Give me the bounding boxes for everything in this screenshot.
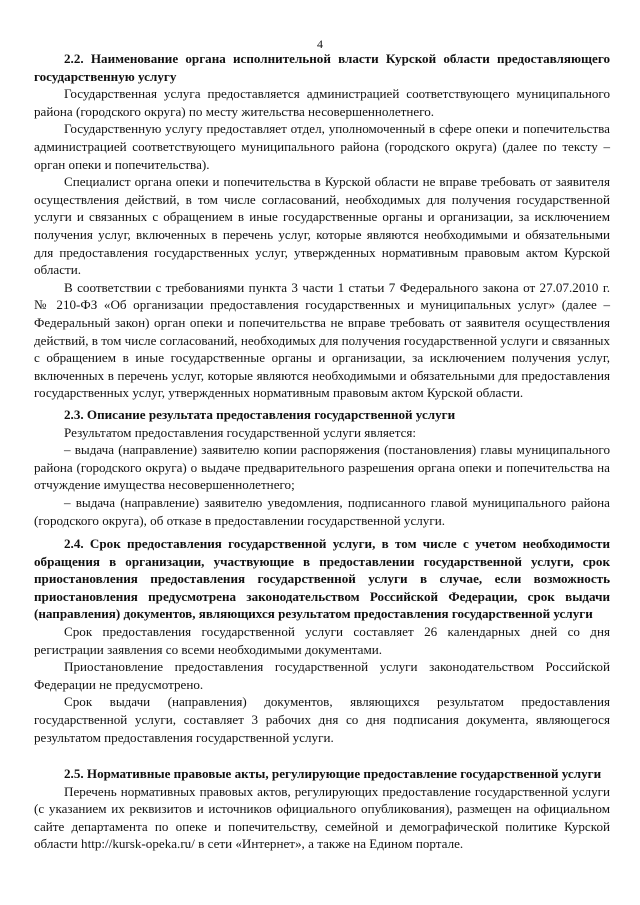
paragraph: В соответствии с требованиями пункта 3 части 1 статьи 7 Федерального закона от 27.07.2010 г. № 210-ФЗ «Об организации предоставления государственных и муниципальных услуг» (далее – Федеральный закон) орган опеки и попечительства не вправе требовать от заявителя осуществления действий, в том числе согласований, необходимых для получения государственной услуги и связанных с обращением в иные государственные органы и организации, за исключением получения услуг, включенных в перечень услуг, которые являются необходимыми и обязательными для предоставления государственных услуг, утвержденных нормативным правовым актом Курской области. [34,279,610,401]
paragraph: Срок предоставления государственной услуги составляет 26 календарных дней со дня регистрации заявления со всеми необходимыми документами. [34,623,610,657]
section-heading: 2.4. Срок предоставления государственной услуги, в том числе с учетом необходимости обращения в организации, участвующие в предоставлении государственной услуги, срок приостановления предоставления государственной услуги в случае, если возможность приостановления предусмотрена законодательством Российской Федерации, срок выдачи (направления) документов, являющихся результатом предоставления государственной услуги [34,536,610,622]
list-item: – выдача (направление) заявителю уведомления, подписанного главой муниципального района (городского округа), об отказе в предоставлении государственной услуги. [34,494,610,528]
paragraph: Приостановление предоставления государственной услуги законодательством Российской Федерации не предусмотрено. [34,659,610,692]
section-heading: 2.5. Нормативные правовые акты, регулирующие предоставление государственной услуги [64,766,602,781]
paragraph: Специалист органа опеки и попечительства в Курской области не вправе требовать от заявителя осуществления действий, в том числе согласований, необходимых для получения государственной услуги и связанных с обращением в иные государственные органы и организации, за исключением получения услуг, включенных в перечень услуг, которые являются необходимыми и обязательными для предоставления государственных услуг, утвержденных нормативным правовым актом Курской области. [34,174,610,278]
paragraph: Государственная услуга предоставляется администрацией соответствующего муниципального района (городского округа) по месту жительства несовершеннолетнего. [34,86,610,119]
paragraph: Государственную услугу предоставляет отдел, уполномоченный в сфере опеки и попечительства администрацией соответствующего муниципального района (городского округа) (далее по тексту – орган опеки и попечительства). [34,121,610,172]
paragraph: Срок выдачи (направления) документов, являющихся результатом предоставления государственной услуги, составляет 3 рабочих дня со дня подписания документа, являющегося результатом предоставления государственной услуги. [34,694,610,745]
paragraph: Результатом предоставления государственной услуги является: [64,424,417,440]
page-number: 4 [317,37,323,51]
paragraph: Перечень нормативных правовых актов, регулирующих предоставление государственной услуги (с указанием их реквизитов и источников официального опубликования), размещен на официальном сайте департамента по опеке и попечительству, семейной и демографической политике Курской области http://kursk-opeka.ru/ в сети «Интернет», а также на Едином портале. [34,783,610,852]
section-2-3 [34,406,610,529]
section-heading: 2.3. Описание результата предоставления государственной услуги [64,407,456,422]
section-2-5 [34,765,610,853]
section-2-4 [34,535,610,746]
list-item: – выдача (направление) заявителю копии распоряжения (постановления) главы муниципального района (городского округа) о выдаче предварительного разрешения органа опеки и попечительства на отчуждение имущества несовершеннолетнего; [34,442,610,493]
section-heading: 2.2. Наименование органа исполнительной власти Курской области предоставляющего государственную услугу [34,51,610,84]
section-2-2 [34,50,610,402]
